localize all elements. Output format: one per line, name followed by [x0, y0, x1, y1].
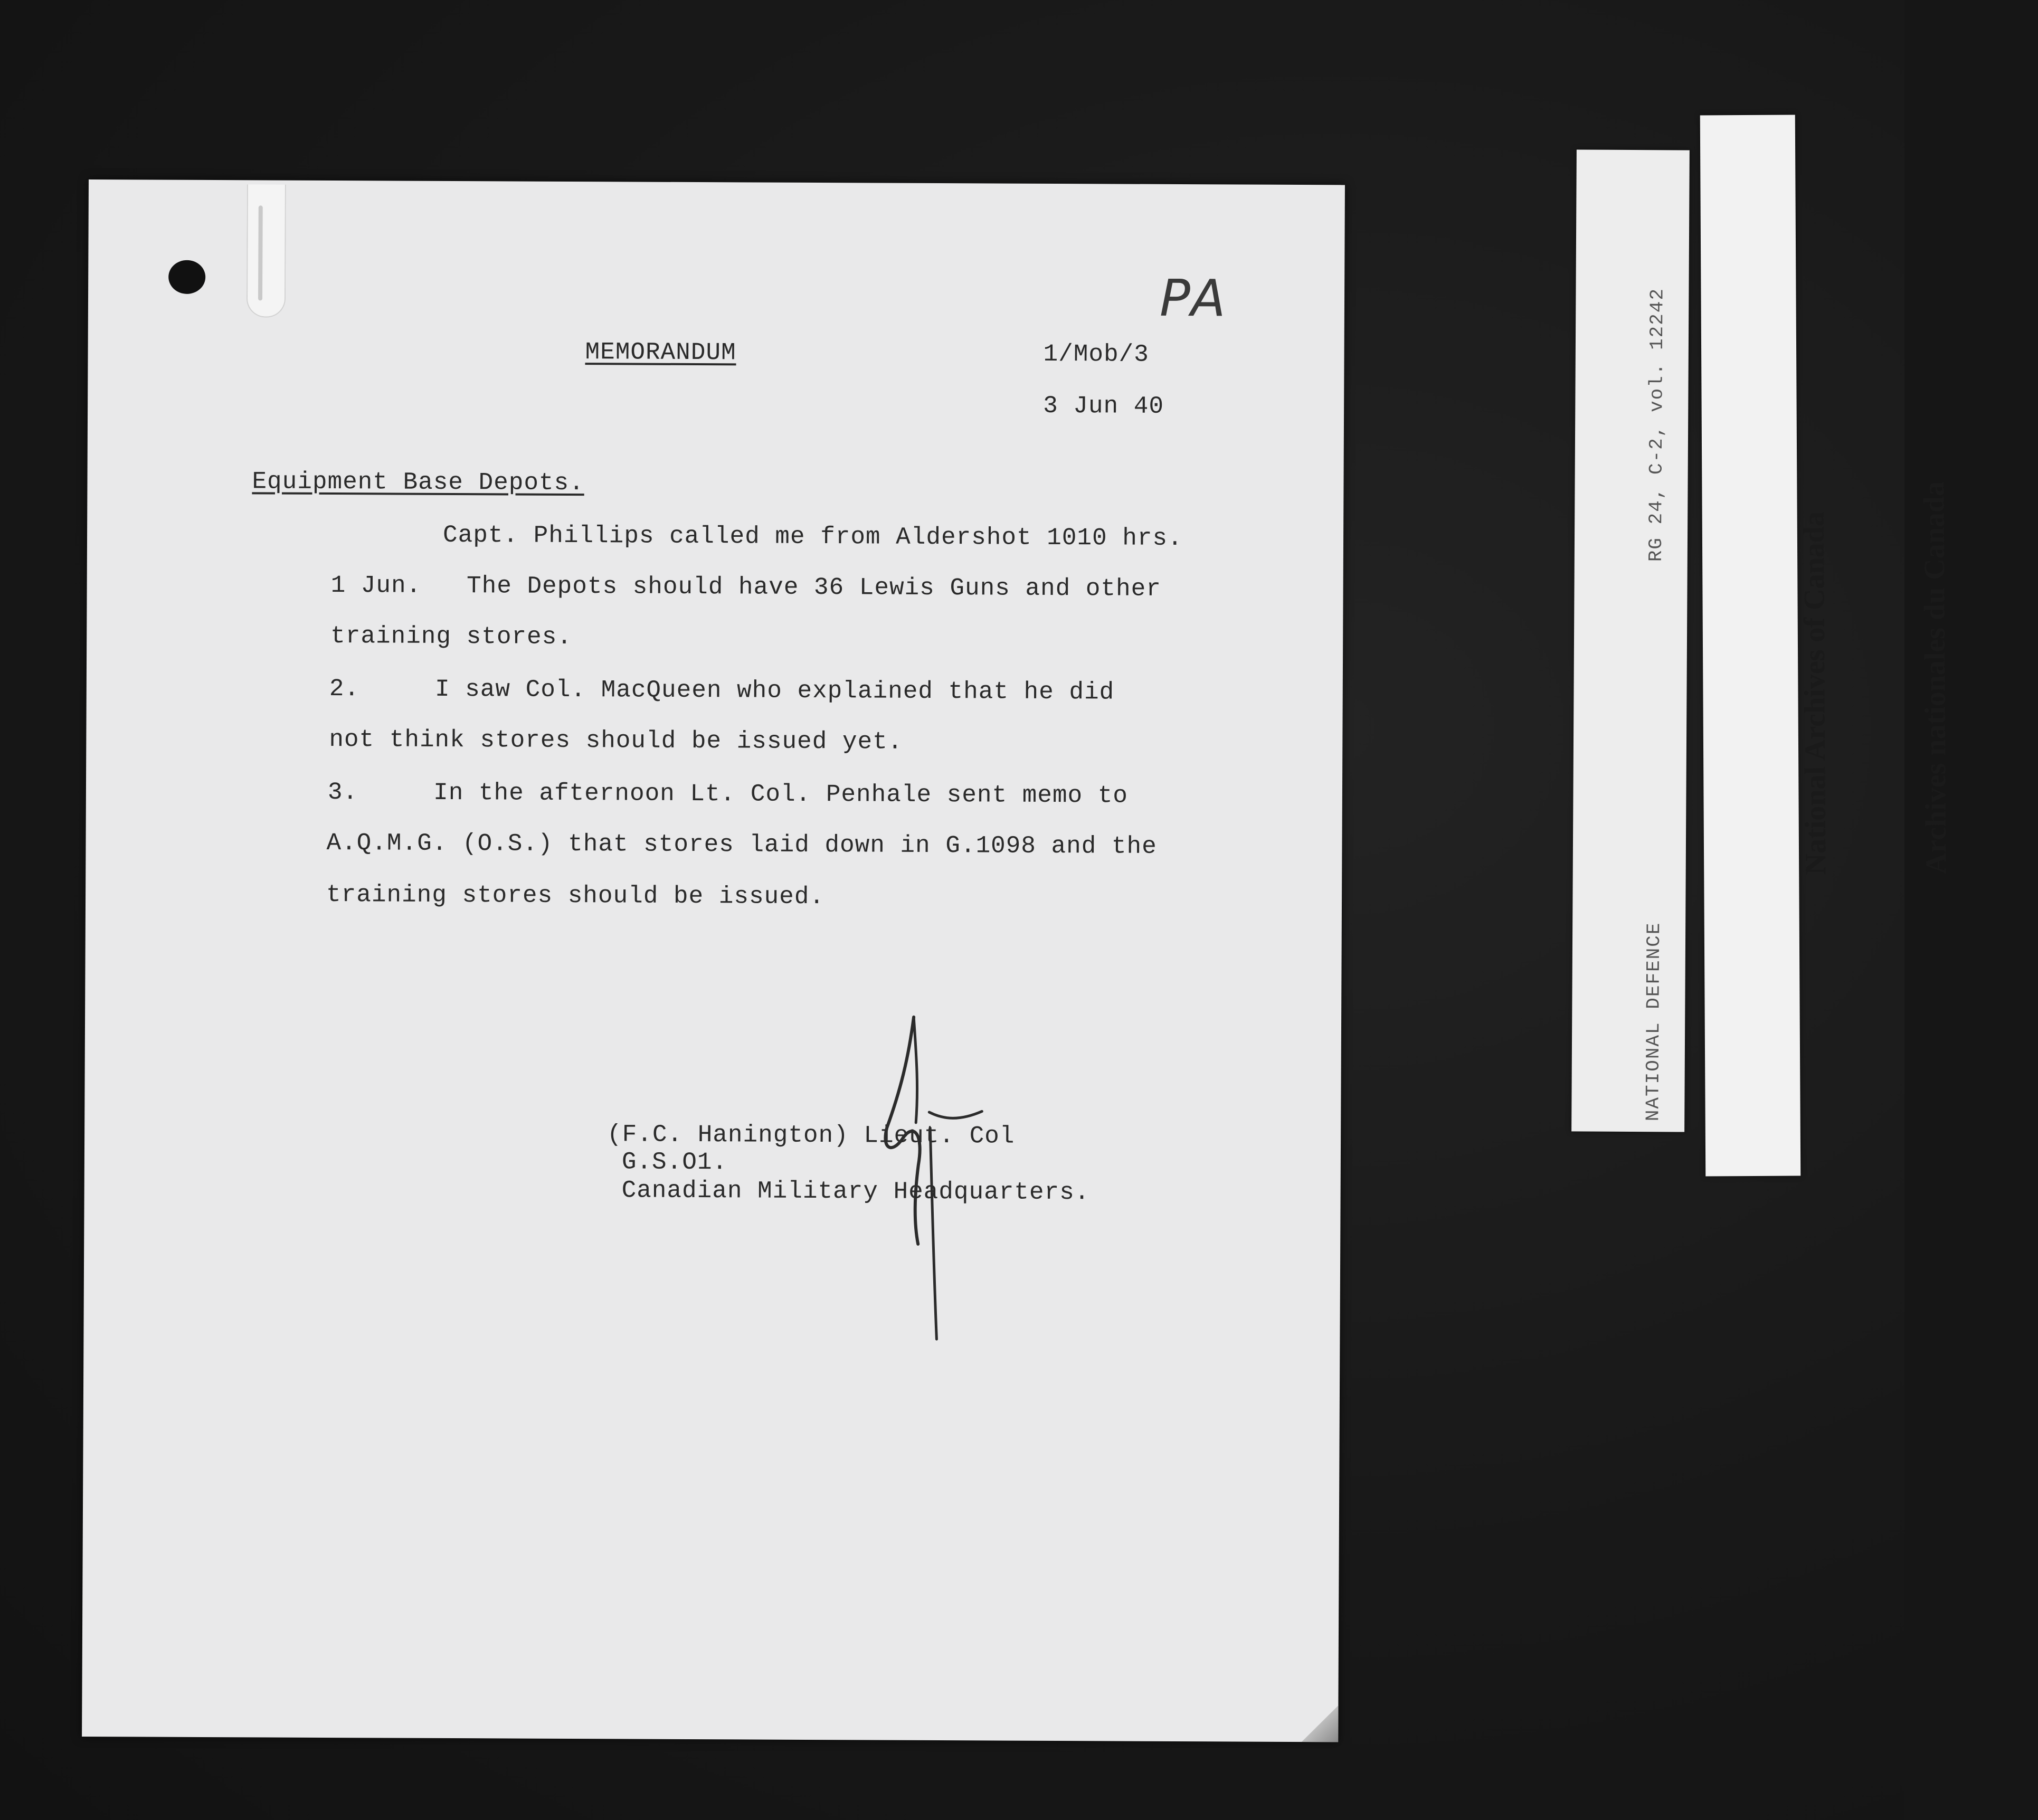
paper-clip-slot: [247, 184, 286, 317]
memo-heading: MEMORANDUM: [585, 338, 736, 367]
paragraph-1-line-2: 1 Jun. The Depots should have 36 Lewis Guns and other: [330, 572, 1161, 603]
signature-unit: Canadian Military Headquarters.: [621, 1177, 1090, 1207]
paragraph-2-line-1: 2. I saw Col. MacQueen who explained that he did: [329, 675, 1115, 706]
paragraph-3-line-2: A.Q.M.G. (O.S.) that stores laid down in G.1098 and the: [326, 829, 1157, 860]
paragraph-2-line-2: not think stores should be issued yet.: [329, 725, 903, 756]
paragraph-3-line-1: 3. In the afternoon Lt. Col. Penhale sent memo to: [327, 778, 1129, 810]
paragraph-1-line-3: training stores.: [330, 622, 573, 651]
archive-institution-english: National Archives of Canada: [1797, 511, 1833, 875]
handwritten-initials: PA: [1159, 268, 1229, 328]
memo-page: [82, 179, 1345, 1742]
archive-reference-line-1: RG 24, C-2, vol. 12242: [1645, 287, 1669, 562]
memo-reference: 1/Mob/3: [1043, 340, 1149, 368]
memo-date: 3 Jun 40: [1043, 392, 1164, 420]
archive-label-reference: [1571, 149, 1690, 1132]
archive-institution-text: [1713, 481, 2036, 875]
paragraph-3-line-3: training stores should be issued.: [326, 880, 825, 911]
signature-appointment: G.S.O1.: [621, 1148, 728, 1177]
handwritten-signature: [807, 996, 1030, 1377]
archive-label-institution: [1700, 115, 1953, 1177]
punch-hole: [168, 260, 205, 294]
paragraph-1-line-1: Capt. Phillips called me from Aldershot 1010 hrs.: [442, 521, 1183, 553]
archive-institution-french: Archives nationales du Canada: [1918, 481, 1953, 875]
archive-department-line-1: NATIONAL DEFENCE: [1642, 922, 1665, 1122]
page-corner-curl: [1301, 1705, 1338, 1742]
memo-subject: Equipment Base Depots.: [252, 468, 584, 497]
signature-name-rank: (F.C. Hanington) Lieut. Col: [607, 1121, 1015, 1150]
